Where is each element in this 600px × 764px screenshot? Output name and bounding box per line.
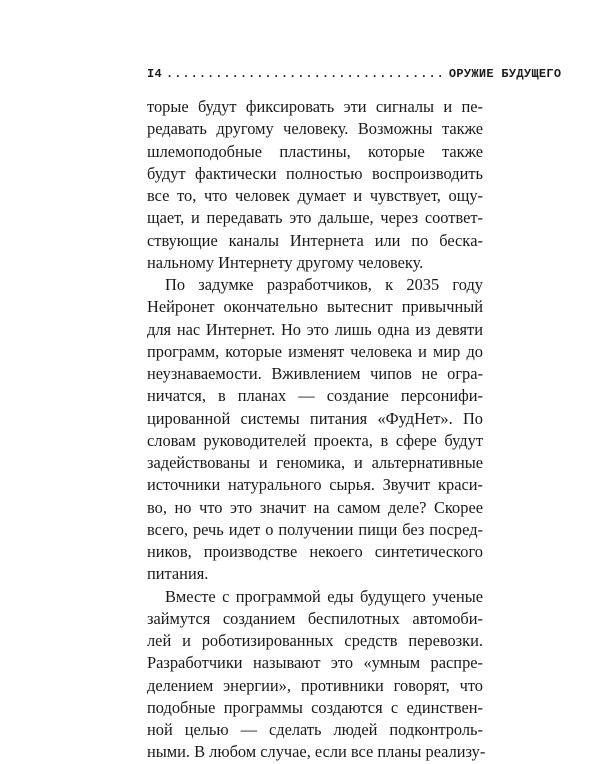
text-line: программ, которые изменят человека и мир до: [147, 341, 483, 361]
text-line: ствующие каналы Интернета или по бескa-: [147, 230, 483, 250]
page-number: I4: [147, 67, 163, 81]
text-line: цированной системы питания «ФудНет». По: [147, 408, 483, 428]
text-line: ной целью — сделать людей подконтроль-: [147, 720, 483, 739]
text-line: для нас Интернет. Но это лишь одна из девяти: [147, 319, 483, 339]
running-head: [147, 67, 562, 81]
text-line: По задумке разработчиков, к 2035 году: [165, 275, 483, 294]
text-line: редавать другому человеку. Возможны также: [147, 119, 483, 139]
text-line: источники натурального сырья. Звучит краси-: [147, 475, 483, 495]
text-line: будут фактически полностью воспроизводить: [147, 163, 483, 183]
text-line: лей и роботизированных средств перевозки.: [147, 631, 483, 650]
text-line: словам руководителей проекта, в сфере будут: [147, 430, 483, 450]
text-line: ников, производстве некоего синтетического: [147, 542, 483, 561]
text-line: неузнаваемости. Вживлением чипов не огра-: [147, 364, 483, 383]
text-line: задействованы и геномика, и альтернативные: [147, 453, 483, 472]
paragraph: [147, 274, 483, 586]
text-line: все то, что человек думает и чувствует, ощу-: [147, 186, 483, 205]
text-line: Разработчики называют это «умным распре-: [147, 653, 483, 673]
text-line: делением энергии», противники говорят, что: [147, 675, 483, 695]
text-line: Вместе с программой еды будущего ученые: [165, 586, 483, 606]
chapter-title: ОРУЖИЕ БУДУЩЕГО: [448, 67, 562, 81]
text-line: займутся созданием беспилотных автомоби-: [147, 608, 483, 628]
text-line: шлемоподобные пластины, которые также: [147, 141, 483, 161]
text-line: щает, и передавать это дальше, через соответ-: [147, 208, 483, 228]
text-line: во, но что это значит на самом деле? Скорее: [147, 497, 483, 517]
paragraph: [147, 586, 486, 764]
text-line: ными. В любом случае, если все планы реализу-: [147, 742, 486, 762]
text-line: ничатся, в планах — создание персонифи-: [147, 386, 483, 406]
leader-dots: ..................................: [166, 67, 445, 81]
paragraph: [147, 96, 483, 274]
text-line: питания.: [147, 564, 209, 584]
text-line: торые будут фиксировать эти сигналы и пе-: [147, 97, 483, 116]
text-line: всего, речь идет о получении пищи без посред-: [147, 519, 483, 539]
text-line: нальному Интернету другому человеку.: [147, 252, 424, 272]
body-text: [147, 96, 486, 764]
text-line: Нейронет окончательно вытеснит привычный: [147, 297, 483, 317]
text-line: подобные программы создаются с единствен-: [147, 697, 483, 717]
